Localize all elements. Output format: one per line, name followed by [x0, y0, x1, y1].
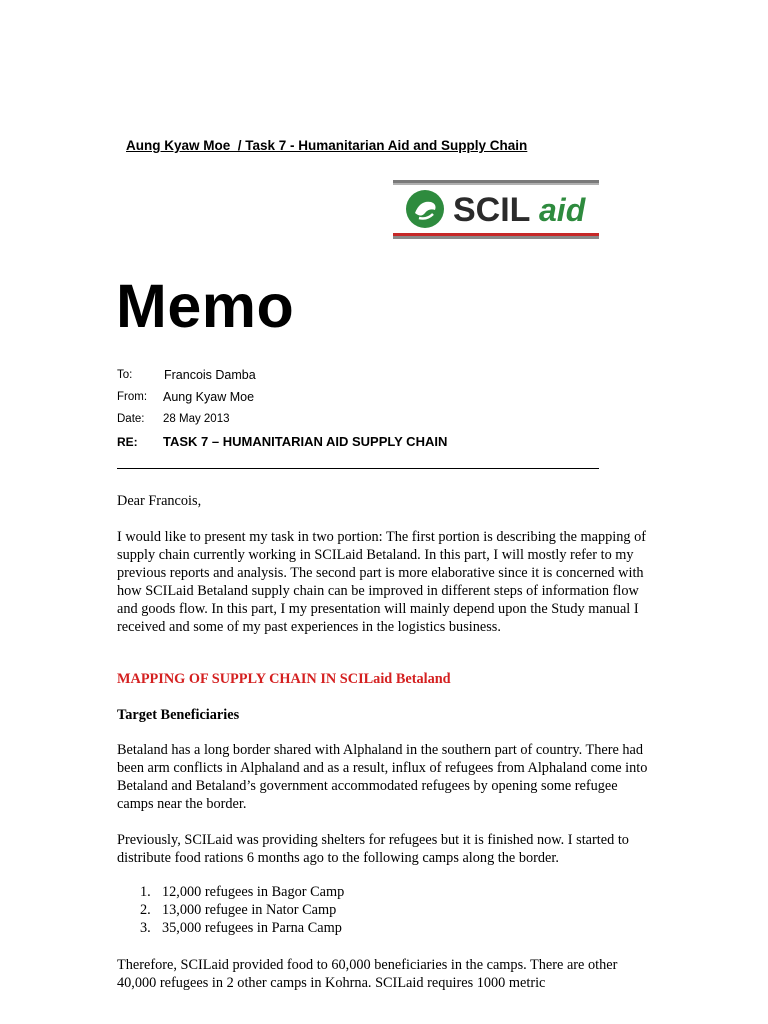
greeting: Dear Francois,: [117, 493, 202, 509]
scilaid-logo: [393, 180, 599, 241]
subheading: Target Beneficiaries: [117, 707, 240, 723]
memo-title: Memo: [116, 272, 295, 340]
camp-list: [117, 883, 344, 937]
to-value: Francois Damba: [164, 368, 256, 382]
list-number: 1.: [140, 884, 151, 900]
from-field: [117, 390, 255, 404]
re-label: RE:: [117, 435, 138, 449]
re-value: TASK 7 – HUMANITARIAN AID SUPPLY CHAIN: [163, 434, 448, 449]
paragraph-1: Betaland has a long border shared with Alphaland in the southern part of country. There had been arm conflicts in Alphaland and as a result, influx of refugees from Alphaland come into Betaland and Betaland’s government accommodated refugees by opening some refugee camps near the border.: [117, 742, 648, 812]
paragraph-3: Therefore, SCILaid provided food to 60,000 beneficiaries in the camps. There are other 40,000 refugees in 2 other camps in Kohrna. SCILaid requires 1000 metric: [117, 957, 618, 991]
to-label: To:: [117, 369, 133, 381]
logo-text-aid: aid: [539, 192, 586, 228]
intro-paragraph: I would like to present my task in two portion: The first portion is describing the mapping of supply chain currently working in SCILaid Betaland. In this part, I will mostly refer to my previous reports and analysis. The second part is more elaborative since it is concerned with how SCILaid Betaland supply chain can be improved in different steps of information flow and goods flow. In this part, I my presentation will mainly depend upon the Study manual I received and some of my past experiences in the logistics business.: [117, 529, 647, 635]
document-header: Aung Kyaw Moe / Task 7 - Humanitarian Aid and Supply Chain: [126, 138, 528, 153]
paragraph-2: Previously, SCILaid was providing shelters for refugees but it is finished now. I started to distribute food rations 6 months ago to the following camps along the border.: [117, 832, 629, 866]
section-title: MAPPING OF SUPPLY CHAIN IN SCILaid Betaland: [117, 671, 451, 687]
date-label: Date:: [117, 413, 145, 425]
list-item: [117, 883, 344, 901]
list-item: [117, 901, 344, 919]
list-number: 3.: [140, 920, 151, 936]
list-number: 2.: [140, 902, 151, 918]
header-divider: [117, 468, 599, 469]
date-field: [117, 413, 230, 425]
to-field: [117, 368, 256, 382]
list-item: [117, 919, 344, 937]
list-text: 13,000 refugee in Nator Camp: [162, 902, 337, 918]
list-text: 12,000 refugees in Bagor Camp: [162, 884, 345, 900]
from-label: From:: [117, 391, 148, 403]
date-value: 28 May 2013: [163, 413, 230, 425]
list-text: 35,000 refugees in Parna Camp: [162, 920, 342, 936]
logo-text-scil: SCIL: [453, 191, 531, 229]
from-value: Aung Kyaw Moe: [163, 390, 255, 404]
